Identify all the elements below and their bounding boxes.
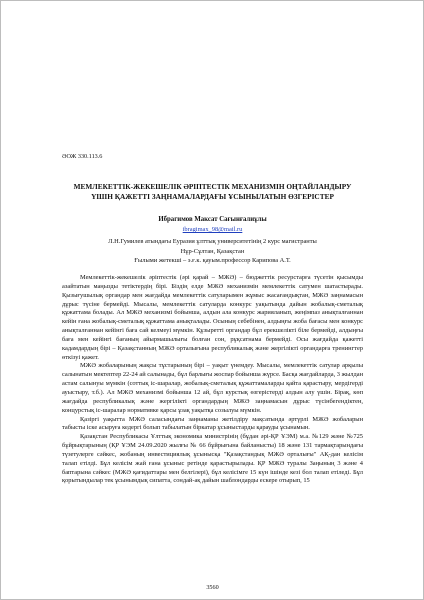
supervisor: Ғылыми жетекші – э.ғ.к. қауым.профессор Карипова А.Т. (134, 257, 291, 265)
body-paragraph-4: Қазақстан Республикасы Ұлттық экономика министрінің (бұдан әрі-ҚР ҰЭМ) м.а. №129 және №725 бұйрықтарының (ҚР ҰЭМ 24.09.2020 жылғы № 66 бұйрығына байланысты) 18 және 131 тармақтарындағы түзетулерге сәйкес, жобаның инвестициялық ұсынысқа "Қазақстандық МЖӘ орталығы" АҚ-дан келісім талап етілді. Бұл келісім жай ғана ұсыныс ретінде қарастырылады. ҚР МЖӘ туралы Заңының 3 және 4 баптарына сәйкес (МЖӘ қағидаттары мен белгілері), бұл келісімге 15 күн ішінде кезі бол талап етіледі. Бұл қорытындылар тек ұсынымдық сипатта, сондай-ақ дайын шаблондарды ескере отырып, 15 (62, 433, 363, 485)
paper-body (62, 274, 363, 486)
title-line-2: ҮШІН ҚАЖЕТТІ ЗАҢНАМАЛАРДАҒЫ ҰСЫНЫЛАТЫН ӨЗГЕРІСТЕР (91, 192, 334, 201)
author-email-link[interactable]: ibragimax_98@mail.ru (182, 226, 243, 233)
body-paragraph-2: МЖӘ жобаларының жақсы тұстарының бірі – уақыт үнемдеу. Мысалы, мемлекеттік сатулар арқылы салынатын мектептер 22-24 ай салынады, бұл барлығы жоспар бойынша жүрсе. Басқа жағдайларда, 3 жылдан астам салынуы мүмкін (соттық іс-шаралар, жобалық-сметалық құжаттамаларды қайта қарастыру, мердігерді ауыстыру, т.б.). Ал МЖӘ механизмі бойынша 12 ай, бұл курстық өзгерістерді алдын алу үшін. Бірақ, көп жағдайда республикалық және жергілікті органдардың МЖӘ заңнамасын дұрыс түсінбегендіктен, концурстық іс-шаралар нормативке қарсы ұзақ уақытқа созылуы мүмкін. (62, 362, 363, 414)
affiliation: Л.Н.Гумилев атындағы Еуразия ұлттық университетінің 2 курс магистранты (108, 238, 317, 245)
title-line-1: МЕМЛЕКЕТТІК-ЖЕКЕШЕЛІК ӘРІПТЕСТІК МЕХАНИЗМІН ОҢТАЙЛАНДЫРУ (73, 182, 352, 191)
udc-code: ӘОЖ 330.113.6 (62, 153, 103, 160)
city: Нұр-Сұлтан, Қазақстан (180, 247, 245, 255)
body-paragraph-3: Қазіргі уақытта МЖӘ саласындағы заңнаманы жетілдіру мақсатында әртүрлі МЖӘ жобаларын табысты іске асыруға кедергі болып табылатын біркатар ұсыныстарды қарауды ұсынамын. (62, 415, 363, 432)
body-paragraph-1: Мемлекеттік-жекешелік әріптестік (әрі қарай – МЖӘ) – бюджеттік ресурстарға түсетін қысымды азайтатын маңызды тетіктердің бірі. Біздің елде МЖӘ механизмін мемлекеттік сатумен шатастырады. Қызығушылық органдар мен жағдайда мемлекеттік сатуларымен жұмыс жасағандықтан, МЖӘ заңнамасын дұрыс түсіне бермейді. Мысалы, мемлекеттік сатуларда конкурс уақытында дайын жобалық-сметалық құжаттама болады. Ал МЖӘ механизмі бойынша, алдын ала конкурс жарияланып, жеңімпаз анықталғаннан кейін ғана жобалық-сметалық құжаттама анықталады. Осының себебінен, алдыңғы жоба бағасы мен конкурс анықталғаннан кейінгі баға сай келмеуі мүмкін. Құзыретті органдар бұл ерекшелікті біле бермейді, алдыңғы баға мен кейінгі бағаның айырмашылығы болған сон, рұқсатнама бермейді. Осы жағдайда қажетті кадамдардың бірі – Қазақстанның МЖӘ орталығына республикалық және жергілікті органдарға тренингтер өткізуі қажет. (62, 274, 363, 361)
page-number: 3560 (206, 584, 219, 591)
author-name: Ибрагимов Максат Сағынғалиұлы (158, 216, 267, 223)
paper-title (62, 182, 363, 202)
author-affiliation-block (62, 237, 363, 266)
